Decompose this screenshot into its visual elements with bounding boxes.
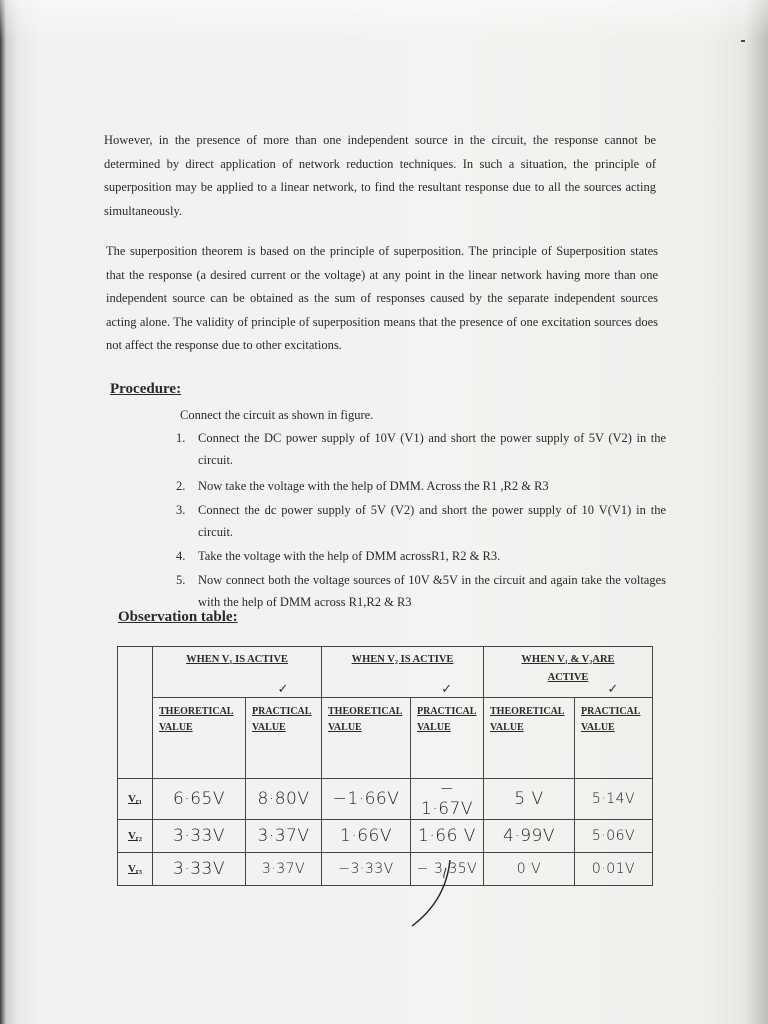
group-header-label: WHEN V₁ IS ACTIVE (186, 654, 288, 665)
table-cell: 3·37V (246, 820, 322, 853)
step-text: Connect the DC power supply of 10V (V1) and short the power supply of 5V (V2) in the circuit. (198, 431, 666, 467)
subheader-label: PRACTICAL VALUE (417, 706, 477, 733)
subheader-label: PRACTICAL VALUE (581, 706, 641, 733)
step-number: 1. (176, 431, 186, 445)
table-cell: 6·65V (153, 779, 246, 820)
step-text: Take the voltage with the help of DMM acrossR1, R2 & R3. (198, 549, 501, 563)
check-mark-icon: ✓ (277, 682, 289, 697)
procedure-step (176, 427, 666, 471)
table-cell: 5·14V (575, 779, 653, 820)
signature-mark (410, 860, 470, 940)
table-cell: −1·66V (322, 779, 411, 820)
subheader-label: THEORETICAL VALUE (328, 706, 403, 733)
table-cell: − 1·67V (411, 779, 484, 820)
subheader-theoretical (153, 698, 246, 779)
procedure-steps (176, 427, 666, 613)
table-subheader-row (118, 698, 653, 779)
subheader-theoretical (484, 698, 575, 779)
group-header-label: WHEN V₂ IS ACTIVE (351, 654, 454, 665)
table-row (118, 820, 653, 853)
subheader-theoretical (322, 698, 411, 779)
table-cell: 0 V (484, 853, 575, 886)
table-cell: 4·99V (484, 820, 575, 853)
group-header-both (484, 647, 653, 698)
table-corner-cell (118, 647, 153, 779)
step-number: 3. (176, 503, 186, 517)
check-mark-icon: ✓ (607, 682, 619, 697)
group-header-v1 (153, 647, 322, 698)
step-text: Connect the dc power supply of 5V (V2) and short the power supply of 10 V(V1) in the circuit. (198, 503, 666, 539)
table-cell: 5·06V (575, 820, 653, 853)
table-cell: 5 V (484, 779, 575, 820)
row-label: Vᵣ₁ (118, 779, 153, 820)
page-highlight (0, 0, 768, 40)
procedure-step (176, 545, 666, 567)
subheader-practical (411, 682, 484, 779)
procedure-step (176, 475, 666, 497)
step-text: Now take the voltage with the help of DMM. Across the R1 ,R2 & R3 (198, 479, 549, 493)
table-cell: −3·33V (322, 853, 411, 886)
row-label: Vᵣ₂ (118, 820, 153, 853)
edge-mark (741, 40, 745, 42)
procedure-step (176, 499, 666, 543)
group-header-label: WHEN V₁ & V₂ARE ACTIVE (521, 654, 615, 683)
table-row (118, 853, 653, 886)
procedure-heading: Procedure: (110, 381, 182, 397)
step-number: 5. (176, 573, 186, 587)
subheader-label: PRACTICAL VALUE (252, 706, 312, 733)
step-number: 2. (176, 479, 186, 493)
observation-heading: Observation table: (118, 609, 238, 625)
table-row (118, 779, 653, 820)
table-cell: − 3·35V (411, 853, 484, 886)
paragraph-1: However, in the presence of more than one independent source in the circuit, the response cannot be determined by direct application of network reduction techniques. In such a situation, the principle of superposition may be applied to a linear network, to find the resultant response due to all the sources acting simultaneously. (104, 133, 656, 218)
step-text: Now connect both the voltage sources of 10V &5V in the circuit and again take the voltages with the help of DMM across R1,R2 & R3 (198, 573, 666, 609)
step-number: 4. (176, 549, 186, 563)
group-header-v2 (322, 647, 484, 698)
row-label: Vᵣ₃ (118, 853, 153, 886)
table-cell: 3·33V (153, 853, 246, 886)
table-cell: 0·01V (575, 853, 653, 886)
procedure-step (176, 569, 666, 613)
subheader-practical (246, 682, 322, 779)
paragraph-2: The superposition theorem is based on the principle of superposition. The principle of Superposition states that the response (a desired current or the voltage) at any point in the linear network having more than one independent source can be obtained as the sum of responses caused by the separate independent sources acting alone. The validity of principle of superposition means that the presence of one excitation sources does not affect the response due to other excitations. (106, 244, 658, 352)
table-cell: 3·33V (153, 820, 246, 853)
observation-table (117, 646, 653, 886)
subheader-label: THEORETICAL VALUE (159, 706, 234, 733)
procedure-intro: Connect the circuit as shown in figure. (180, 408, 374, 422)
check-mark-icon: ✓ (441, 682, 453, 697)
table-cell: 1·66 V (411, 820, 484, 853)
table-cell: 1·66V (322, 820, 411, 853)
subheader-label: THEORETICAL VALUE (490, 706, 565, 733)
table-cell: 8·80V (246, 779, 322, 820)
table-cell: 3·37V (246, 853, 322, 886)
table-group-header-row (118, 647, 653, 698)
subheader-practical (575, 682, 653, 779)
